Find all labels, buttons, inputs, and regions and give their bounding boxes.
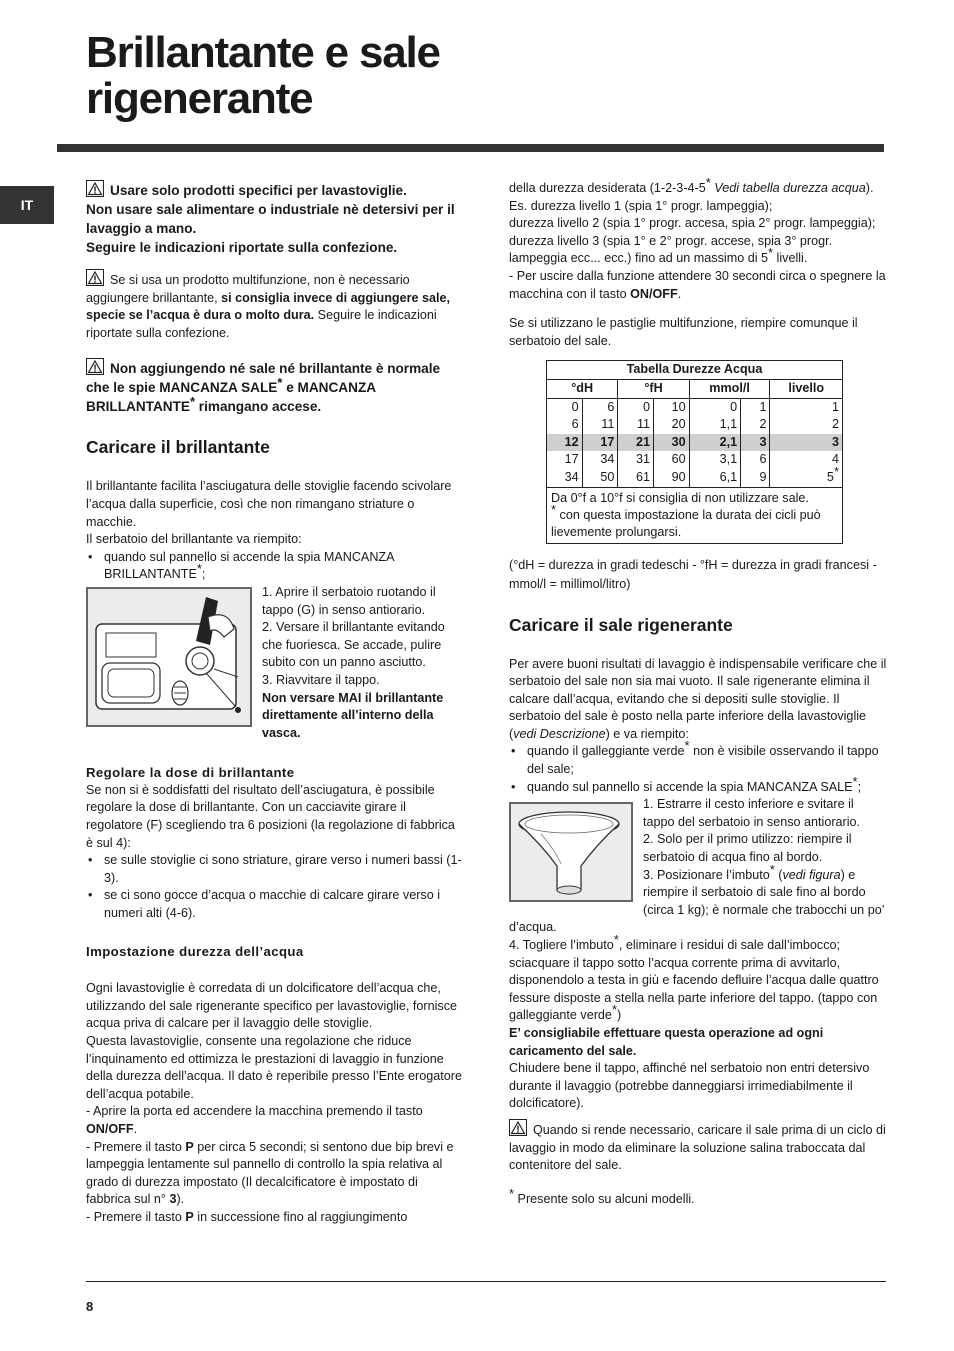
list-sale <box>509 738 887 796</box>
para-serbatoio: Il serbatoio del brillantante va riempito: <box>86 532 302 547</box>
right-column <box>509 175 887 1208</box>
footer-rule <box>86 1281 886 1282</box>
page-title: Brillantante e sale rigenerante <box>86 28 440 123</box>
list-item: • quando sul pannello si accende la spia MANCANZA BRILLANTANTE*; <box>86 549 464 584</box>
warning-multifunction: Se si usa un prodotto multifunzione, non è necessario aggiungere brillantante, si consiglia invece di aggiungere sale, specie se l’acqua è dura o molto dura. Seguire le indicazioni riportate sulla confezione. <box>86 269 464 342</box>
units-note: (°dH = durezza in gradi tedeschi - °fH = durezza in gradi francesi - mmol/l = millimol/litro) <box>509 557 877 591</box>
table-header: °fH <box>618 379 689 398</box>
page-number: 8 <box>86 1299 94 1314</box>
table-note: Da 0°f a 10°f si consiglia di non utilizzare sale. * con questa impostazione la durata dei cicli può lievemente prolungarsi. <box>547 487 843 543</box>
step-premere-p: - Premere il tasto P per circa 5 secondi; si sentono due bip brevi e lampeggia lentamente sul pannello di controllo la spia relativa al grado di durezza impostato (Il decalcificatore è impostato di fabbrica sul n° 3). <box>86 1139 454 1207</box>
para-dose: Se non si è soddisfatti del risultato dell’asciugatura, è possibile regolare la dose di brillantante. Con un cacciavite girare il regolatore (F) scegliendo tra 6 posizioni (la regolazione di fabbrica è sul 4): <box>86 782 455 850</box>
warning-icon <box>509 1119 527 1136</box>
para-regolazione: Questa lavastoviglie, consente una regolazione che riduce l’inquinamento ed ottimizza le prestazioni di lavaggio in funzione della durezza dell’acqua. Il dato è reperibile presso l’Ente erogatore dell’acqua potabile. <box>86 1034 462 1101</box>
heading-brillantante: Caricare il brillantante <box>86 437 270 458</box>
table-row: 17 34 31 60 3,1 6 4 <box>547 451 843 469</box>
step-accendere: - Aprire la porta ed accendere la macchina premendo il tasto ON/OFF. <box>86 1104 423 1136</box>
steps-brillantante: 1. Aprire il serbatoio ruotando il tappo (G) in senso antiorario. 2. Versare il brillantante evitando che fuoriesca. Se accade, pulire subito con un panno asciutto. 3. Riavvitare il tappo. Non versare MAI il brillantante direttamente all’interno della vasca. <box>262 584 445 740</box>
warning-icon <box>86 269 104 286</box>
list-item: • se ci sono gocce d’acqua o macchie di calcare girare verso i numeri alti (4-6). <box>86 887 464 922</box>
table-row: 0 6 0 10 0 1 1 <box>547 398 843 416</box>
warning-salt: Quando si rende necessario, caricare il sale prima di un ciclo di lavaggio in modo da eliminare la soluzione salina traboccata dal contenitore del sale. <box>509 1119 887 1175</box>
table-header: mmol/l <box>689 379 770 398</box>
figure-rinse-aid-dispenser <box>86 587 252 727</box>
list-dose <box>86 852 464 922</box>
table-title: Tabella Durezze Acqua <box>547 361 843 380</box>
para-sale: Per avere buoni risultati di lavaggio è indispensabile verificare che il serbatoio del sale non sia mai vuoto. Il sale rigenerante elimina il calcare dall’acqua, evitando che si depositi sulle stoviglie. Il serbatoio del sale è posto nella parte inferiore della lavastoviglie (vedi Descrizione) e va riempito: <box>509 656 887 741</box>
left-column <box>86 180 464 1227</box>
warning-icon <box>86 180 104 197</box>
list-brillantante <box>86 549 464 584</box>
para-durezza-desiderata: della durezza desiderata (1-2-3-4-5* Vedi tabella durezza acqua). <box>509 175 874 195</box>
language-tab: IT <box>0 186 54 224</box>
table-row: 34 50 61 90 6,1 9 5* <box>547 469 843 487</box>
table-header: °dH <box>547 379 618 398</box>
hardness-table <box>546 360 843 543</box>
warning-products: Usare solo prodotti specifici per lavastoviglie. Non usare sale alimentare o industriale nè detersivi per il lavaggio a mano. Seguire le indicazioni riportate sulla confezione. <box>86 180 464 257</box>
warning-indicators: Non aggiungendo né sale né brillantante è normale che le spie MANCANZA SALE* e MANCANZA BRILLANTANTE* rimangano accese. <box>86 358 464 416</box>
example-level-2: durezza livello 2 (spia 1° progr. accesa, spia 2° progr. lampeggia); <box>509 216 876 231</box>
para-dolcificatore: Ogni lavastoviglie è corredata di un dolcificatore dell’acqua che, utilizzando del sale rigenerante specifico per lavastoviglie, fornisce acqua priva di calcare per il lavaggio delle stoviglie. <box>86 981 458 1031</box>
table-header: livello <box>770 379 843 398</box>
step-successione: - Premere il tasto P in successione fino al raggiungimento <box>86 1209 408 1224</box>
example-level-3: durezza livello 3 (spia 1° e 2° progr. accese, spia 3° progr. lampeggia ecc... ecc.) fino ad un massimo di 5* livelli. <box>509 233 833 266</box>
para-pastiglie: Se si utilizzano le pastiglie multifunzione, riempire comunque il serbatoio del sale. <box>509 316 858 348</box>
header-rule <box>57 144 884 152</box>
heading-sale: Caricare il sale rigenerante <box>509 614 733 635</box>
steps-sale: 1. Estrarre il cesto inferiore e svitare il tappo del serbatoio in senso antiorario. 2. Solo per il primo utilizzo: riempire il serbatoio di acqua fino al bordo. 3. Posizionare l’imbuto* (vedi figura) e riempire il serbatoio di sale fino al bordo (circa 1 kg); è normale che trabocchi un po’ d’acqua. 4. Togliere l’imbuto*, eliminare i residui di sale dall’imbocco; sciacquare il tappo sotto l’acqua corrente prima di avvitarlo, disponendolo a testa in giù e facendo defluire l’acqua dalle quattro fessure disposte a stella nella parte inferiore del tappo. (tappo con galleggiante verde*) E’ consigliabile effettuare questa operazione ad ogni caricamento del sale. Chiudere bene il tappo, affinché nel serbatoio non entri detersivo durante il lavaggio (potrebbe danneggiarsi irrimediabilmente il dolcificatore). <box>509 797 885 1111</box>
list-item: • se sulle stoviglie ci sono striature, girare verso i numeri bassi (1-3). <box>86 852 464 887</box>
figure-salt-funnel <box>509 802 633 902</box>
warning-icon <box>86 358 104 375</box>
table-row-highlighted: 12 17 21 30 2,1 3 3 <box>547 434 843 452</box>
subheading-durezza: Impostazione durezza dell’acqua <box>86 943 304 959</box>
list-item: • quando il galleggiante verde* non è visibile osservando il tappo del sale; <box>509 743 887 778</box>
subheading-dose: Regolare la dose di brillantante <box>86 765 295 781</box>
table-row: 6 11 11 20 1,1 2 2 <box>547 416 843 434</box>
footnote: * Presente solo su alcuni modelli. <box>509 1185 695 1206</box>
para-brillantante: Il brillantante facilita l’asciugatura delle stoviglie facendo scivolare l’acqua dalla superficie, così che non rimangano striature o macchie. <box>86 479 452 529</box>
list-item: • quando sul pannello si accende la spia MANCANZA SALE*; <box>509 779 887 797</box>
example-level-1: Es. durezza livello 1 (spia 1° progr. lampeggia); <box>509 198 773 213</box>
para-uscire: - Per uscire dalla funzione attendere 30 secondi circa o spegnere la macchina con il tasto ON/OFF. <box>509 268 886 301</box>
